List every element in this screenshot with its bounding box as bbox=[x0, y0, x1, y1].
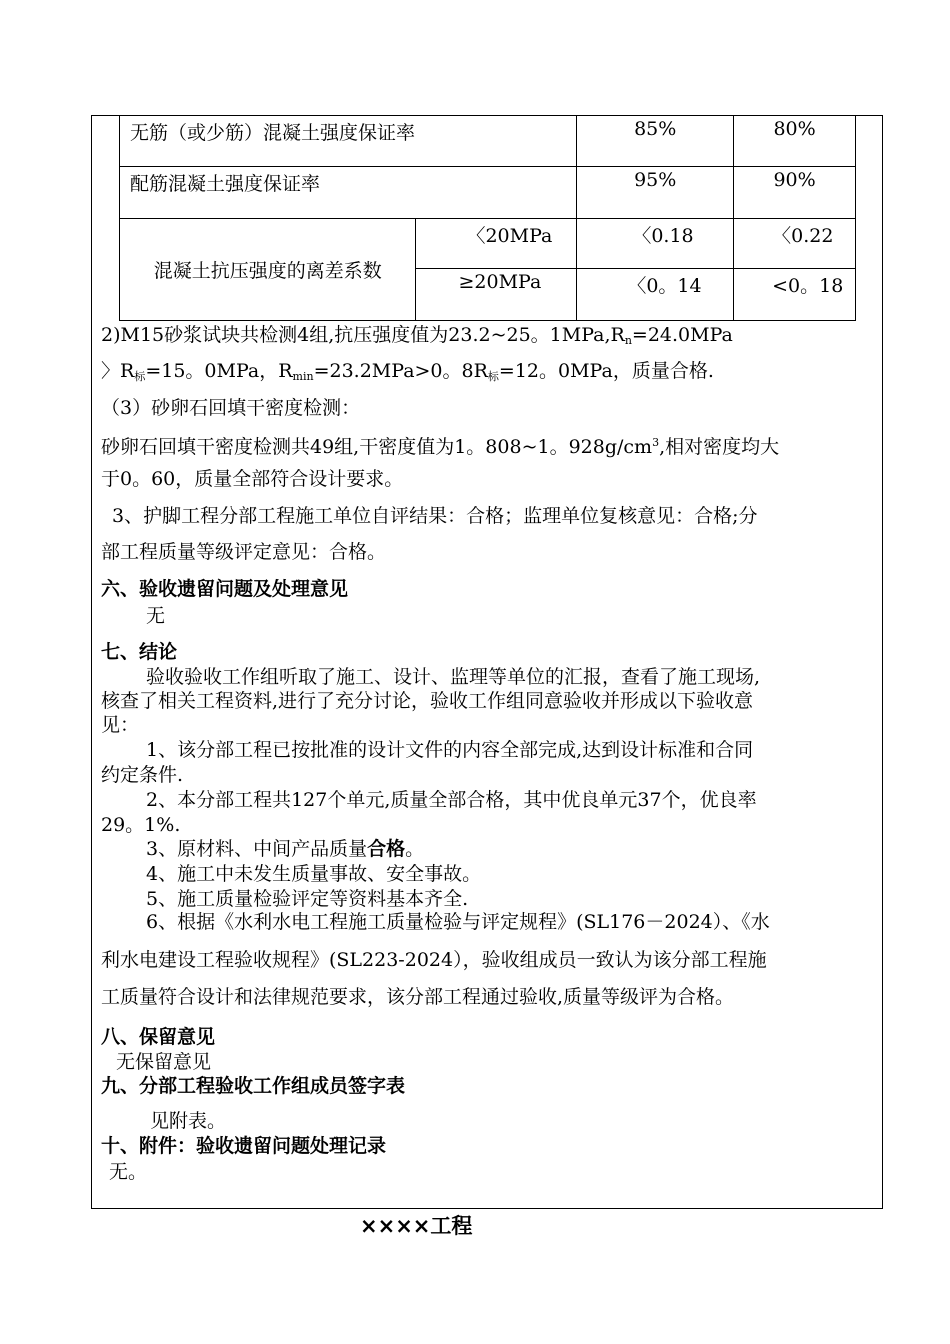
section-8-title: 八、保留意见 bbox=[101, 1026, 216, 1048]
gravel-line-1: 砂卵石回填干密度检测共49组,干密度值为1。808~1。$928g/cm^3$,相对密度均大 bbox=[101, 436, 780, 458]
gravel-title: （3）砂卵石回填干密度检测： bbox=[101, 397, 361, 419]
mortar-line-2: 〉$R_标=15$。0MPa，$R_{min}=23.2MPa>0$。$8R_标=12$。0MPa，质量合格. bbox=[101, 360, 714, 383]
table-cell-value: 〈0.18 bbox=[577, 219, 734, 269]
table-cell-value: 90% bbox=[734, 167, 856, 219]
table-cell-name: 配筋混凝土强度保证率 bbox=[120, 167, 577, 219]
eval-line-2: 部工程质量等级评定意见：合格。 bbox=[101, 541, 387, 563]
table-cell-name: 无筋（或少筋）混凝土强度保证率 bbox=[120, 116, 577, 167]
conclusion-paragraph: 验收验收工作组听取了施工、设计、监理等单位的汇报，查看了施工现场, bbox=[146, 666, 761, 688]
conclusion-item-2: 2、本分部工程共127个单元,质量全部合格，其中优良单元37个，优良率 bbox=[146, 789, 757, 811]
table-row bbox=[120, 167, 856, 219]
section-10-title: 十、附件：验收遗留问题处理记录 bbox=[101, 1135, 387, 1157]
section-6-body: 无 bbox=[146, 605, 166, 627]
conclusion-item-2: 29。1%. bbox=[101, 814, 181, 836]
table-cell-value: 〈0。14 bbox=[577, 269, 734, 321]
conclusion-item-1: 约定条件. bbox=[101, 764, 184, 786]
table-cell-value: 85% bbox=[577, 116, 734, 167]
table-row bbox=[120, 116, 856, 167]
conclusion-item-6: 6、根据《水利水电工程施工质量检验与评定规程》(SL176－2024）、《水 bbox=[146, 911, 770, 933]
section-10-body: 无。 bbox=[109, 1161, 148, 1183]
table-cell-value: 〈0.22 bbox=[734, 219, 856, 269]
conclusion-item-6: 工质量符合设计和法律规范要求，该分部工程通过验收,质量等级评为合格。 bbox=[101, 986, 735, 1008]
table-cell-value: <0。18 bbox=[734, 269, 856, 321]
section-9-title: 九、分部工程验收工作组成员签字表 bbox=[101, 1075, 406, 1097]
table-cell-value: 80% bbox=[734, 116, 856, 167]
section-7-title: 七、结论 bbox=[101, 641, 178, 663]
table-row bbox=[120, 219, 856, 269]
section-8-body: 无保留意见 bbox=[116, 1051, 212, 1073]
conclusion-item-4: 4、施工中未发生质量事故、安全事故。 bbox=[146, 863, 482, 885]
conclusion-item-5: 5、施工质量检验评定等资料基本齐全. bbox=[146, 888, 469, 910]
conclusion-item-3: 3、原材料、中间产品质量合格。 bbox=[146, 838, 425, 860]
conclusion-paragraph: 见： bbox=[101, 714, 140, 736]
concrete-standards-table bbox=[119, 115, 856, 321]
table-cell-condition: 〈20MPa bbox=[416, 219, 577, 269]
project-footer: ××××工程 bbox=[360, 1214, 473, 1238]
table-cell-condition: ≥20MPa bbox=[416, 269, 577, 321]
section-6-title: 六、验收遗留问题及处理意见 bbox=[101, 578, 349, 600]
table-cell-name: 混凝土抗压强度的离差系数 bbox=[120, 219, 416, 321]
conclusion-item-1: 1、该分部工程已按批准的设计文件的内容全部完成,达到设计标准和合同 bbox=[146, 739, 754, 761]
conclusion-paragraph: 核查了相关工程资料,进行了充分讨论，验收工作组同意验收并形成以下验收意 bbox=[101, 690, 754, 712]
section-9-body: 见附表。 bbox=[150, 1110, 227, 1132]
gravel-line-2: 于0。60，质量全部符合设计要求。 bbox=[101, 468, 404, 490]
conclusion-item-6: 利水电建设工程验收规程》(SL223-2024），验收组成员一致认为该分部工程施 bbox=[101, 949, 767, 971]
eval-line-1: 3、护脚工程分部工程施工单位自评结果：合格；监理单位复核意见：合格;分 bbox=[112, 505, 758, 527]
mortar-line-1: 2)M15砂浆试块共检测4组,抗压强度值为23.2~25。$1MPa,R_n=24.0MPa$ bbox=[101, 324, 733, 347]
table-cell-value: 95% bbox=[577, 167, 734, 219]
